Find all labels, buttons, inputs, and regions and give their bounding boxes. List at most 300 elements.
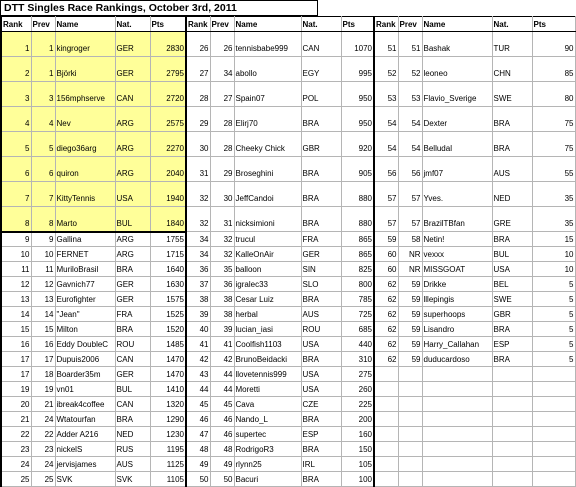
table-row	[1, 82, 575, 107]
cell-prev: 44	[210, 367, 234, 382]
cell-rank: 3	[1, 82, 31, 107]
cell-prev: 44	[210, 382, 234, 397]
header-pts: Pts	[150, 17, 186, 32]
empty-cell	[374, 442, 398, 457]
empty-cell	[422, 412, 492, 427]
cell-name: supertec	[234, 427, 301, 442]
cell-nat: USA	[301, 382, 341, 397]
header-nat: Nat.	[492, 17, 532, 32]
cell-name: 156mphserve	[55, 82, 115, 107]
cell-name: Cheeky Chick	[234, 132, 301, 157]
cell-nat: BRA	[115, 262, 150, 277]
cell-nat: GER	[115, 32, 150, 57]
cell-pts: 35	[532, 182, 575, 207]
cell-nat: BRA	[301, 107, 341, 132]
cell-pts: 105	[341, 457, 374, 472]
cell-pts: 100	[341, 472, 374, 487]
empty-cell	[532, 397, 575, 412]
cell-rank: 32	[186, 207, 210, 232]
cell-nat: GER	[115, 277, 150, 292]
cell-pts: 2040	[150, 157, 186, 182]
cell-prev: 36	[210, 277, 234, 292]
cell-nat: BEL	[492, 277, 532, 292]
cell-prev: 18	[31, 367, 55, 382]
cell-prev: 59	[398, 307, 422, 322]
cell-nat: GBR	[492, 307, 532, 322]
cell-rank: 29	[186, 107, 210, 132]
empty-cell	[532, 442, 575, 457]
empty-cell	[398, 427, 422, 442]
cell-name: llovetennis999	[234, 367, 301, 382]
cell-pts: 865	[341, 247, 374, 262]
empty-cell	[532, 472, 575, 487]
cell-nat: CAN	[115, 352, 150, 367]
cell-pts: 310	[341, 352, 374, 367]
table-row	[1, 107, 575, 132]
cell-name: KittyTennis	[55, 182, 115, 207]
table-row	[1, 182, 575, 207]
cell-name: BrunoBeidacki	[234, 352, 301, 367]
cell-nat: TUR	[492, 32, 532, 57]
empty-cell	[492, 412, 532, 427]
cell-nat: GER	[115, 292, 150, 307]
cell-name: vn01	[55, 382, 115, 397]
cell-prev: 3	[31, 82, 55, 107]
cell-nat: ARG	[115, 232, 150, 247]
cell-pts: 1575	[150, 292, 186, 307]
cell-name: herbal	[234, 307, 301, 322]
cell-name: Spain07	[234, 82, 301, 107]
cell-prev: 24	[31, 412, 55, 427]
cell-rank: 34	[186, 232, 210, 247]
cell-pts: 1640	[150, 262, 186, 277]
table-row	[1, 277, 575, 292]
cell-prev: 59	[398, 322, 422, 337]
cell-nat: AUS	[301, 307, 341, 322]
header-nat: Nat.	[301, 17, 341, 32]
cell-rank: 45	[186, 397, 210, 412]
cell-nat: BRA	[301, 352, 341, 367]
cell-prev: 41	[210, 337, 234, 352]
cell-name: abollo	[234, 57, 301, 82]
cell-pts: 1715	[150, 247, 186, 262]
cell-name: Bacuri	[234, 472, 301, 487]
empty-cell	[398, 457, 422, 472]
cell-pts: 1230	[150, 427, 186, 442]
cell-nat: AUS	[492, 157, 532, 182]
cell-nat: NED	[115, 427, 150, 442]
cell-prev: 27	[210, 82, 234, 107]
cell-nat: BRA	[115, 412, 150, 427]
cell-nat: ROU	[115, 337, 150, 352]
cell-pts: 75	[532, 107, 575, 132]
cell-nat: FRA	[301, 232, 341, 247]
empty-cell	[422, 457, 492, 472]
cell-prev: 7	[31, 182, 55, 207]
cell-pts: 200	[341, 412, 374, 427]
cell-rank: 31	[186, 157, 210, 182]
cell-rank: 54	[374, 107, 398, 132]
cell-pts: 2270	[150, 132, 186, 157]
cell-name: quiron	[55, 157, 115, 182]
cell-name: Dupuis2006	[55, 352, 115, 367]
table-row	[1, 132, 575, 157]
cell-nat: BRA	[492, 132, 532, 157]
cell-nat: BRA	[115, 322, 150, 337]
cell-rank: 17	[1, 352, 31, 367]
cell-rank: 22	[1, 427, 31, 442]
cell-pts: 1070	[341, 32, 374, 57]
cell-rank: 39	[186, 307, 210, 322]
cell-rank: 44	[186, 382, 210, 397]
cell-nat: BRA	[301, 292, 341, 307]
table-row	[1, 352, 575, 367]
cell-prev: 29	[210, 157, 234, 182]
cell-pts: 2720	[150, 82, 186, 107]
cell-prev: 12	[31, 277, 55, 292]
empty-cell	[532, 367, 575, 382]
cell-rank: 62	[374, 307, 398, 322]
empty-cell	[374, 427, 398, 442]
cell-prev: 11	[31, 262, 55, 277]
cell-prev: 46	[210, 412, 234, 427]
cell-name: Cesar Luiz	[234, 292, 301, 307]
table-row	[1, 32, 575, 57]
cell-pts: 2575	[150, 107, 186, 132]
cell-prev: 8	[31, 207, 55, 232]
cell-nat: ESP	[301, 427, 341, 442]
cell-prev: 38	[210, 307, 234, 322]
empty-cell	[532, 457, 575, 472]
empty-cell	[374, 367, 398, 382]
cell-rank: 48	[186, 442, 210, 457]
table-row	[1, 427, 575, 442]
cell-rank: 60	[374, 247, 398, 262]
cell-nat: BUL	[115, 382, 150, 397]
cell-nat: ARG	[115, 132, 150, 157]
cell-prev: 22	[31, 427, 55, 442]
cell-pts: 1630	[150, 277, 186, 292]
cell-pts: 15	[532, 232, 575, 247]
cell-pts: 225	[341, 397, 374, 412]
header-prev: Prev	[210, 17, 234, 32]
cell-pts: 685	[341, 322, 374, 337]
cell-rank: 34	[186, 247, 210, 262]
cell-nat: USA	[492, 262, 532, 277]
cell-prev: 46	[210, 427, 234, 442]
cell-rank: 54	[374, 132, 398, 157]
cell-rank: 43	[186, 367, 210, 382]
empty-cell	[422, 472, 492, 487]
cell-prev: 59	[398, 337, 422, 352]
cell-prev: 59	[398, 352, 422, 367]
cell-nat: BRA	[301, 207, 341, 232]
cell-prev: 5	[31, 132, 55, 157]
cell-pts: 5	[532, 307, 575, 322]
cell-prev: 56	[398, 157, 422, 182]
cell-name: Björki	[55, 57, 115, 82]
table-body	[1, 32, 575, 487]
cell-nat: CAN	[301, 32, 341, 57]
cell-pts: 880	[341, 182, 374, 207]
cell-prev: 58	[398, 232, 422, 247]
cell-pts: 260	[341, 382, 374, 397]
cell-rank: 52	[374, 57, 398, 82]
cell-name: jervisjames	[55, 457, 115, 472]
cell-rank: 41	[186, 337, 210, 352]
empty-cell	[532, 412, 575, 427]
cell-name: jmf07	[422, 157, 492, 182]
empty-cell	[422, 382, 492, 397]
cell-name: lucian_iasi	[234, 322, 301, 337]
cell-rank: 62	[374, 352, 398, 367]
cell-name: Boarder35m	[55, 367, 115, 382]
cell-pts: 800	[341, 277, 374, 292]
cell-prev: 19	[31, 382, 55, 397]
cell-prev: 21	[31, 397, 55, 412]
cell-nat: GER	[115, 367, 150, 382]
cell-rank: 16	[1, 337, 31, 352]
cell-nat: SWE	[492, 82, 532, 107]
table-row	[1, 292, 575, 307]
table-row	[1, 232, 575, 247]
cell-pts: 10	[532, 247, 575, 262]
cell-pts: 2795	[150, 57, 186, 82]
empty-cell	[532, 382, 575, 397]
cell-nat: SWE	[492, 292, 532, 307]
cell-nat: CHN	[492, 57, 532, 82]
cell-rank: 11	[1, 262, 31, 277]
cell-rank: 62	[374, 337, 398, 352]
cell-prev: 16	[31, 337, 55, 352]
empty-cell	[422, 442, 492, 457]
cell-rank: 62	[374, 292, 398, 307]
cell-rank: 62	[374, 277, 398, 292]
cell-name: Wtatourfan	[55, 412, 115, 427]
cell-name: Bashak	[422, 32, 492, 57]
cell-rank: 57	[374, 207, 398, 232]
cell-prev: 30	[210, 182, 234, 207]
cell-pts: 1410	[150, 382, 186, 397]
cell-rank: 8	[1, 207, 31, 232]
cell-rank: 37	[186, 277, 210, 292]
cell-rank: 7	[1, 182, 31, 207]
cell-rank: 5	[1, 132, 31, 157]
cell-name: Harry_Callahan	[422, 337, 492, 352]
cell-rank: 32	[186, 182, 210, 207]
cell-name: Marto	[55, 207, 115, 232]
cell-pts: 880	[341, 207, 374, 232]
header-prev: Prev	[31, 17, 55, 32]
cell-nat: SVK	[115, 472, 150, 487]
cell-prev: 59	[398, 277, 422, 292]
cell-pts: 950	[341, 82, 374, 107]
cell-prev: 57	[398, 207, 422, 232]
cell-rank: 10	[1, 247, 31, 262]
cell-rank: 21	[1, 412, 31, 427]
cell-pts: 950	[341, 107, 374, 132]
cell-pts: 5	[532, 292, 575, 307]
cell-nat: BRA	[492, 352, 532, 367]
cell-name: Gallina	[55, 232, 115, 247]
cell-pts: 5	[532, 352, 575, 367]
cell-nat: GER	[301, 247, 341, 262]
cell-rank: 19	[1, 382, 31, 397]
cell-nat: USA	[301, 337, 341, 352]
table-row	[1, 262, 575, 277]
cell-pts: 80	[532, 82, 575, 107]
cell-nat: GER	[115, 57, 150, 82]
empty-cell	[374, 412, 398, 427]
table-row	[1, 247, 575, 262]
header-row	[1, 17, 575, 32]
cell-nat: USA	[115, 182, 150, 207]
cell-name: "Jean"	[55, 307, 115, 322]
cell-prev: 59	[398, 292, 422, 307]
cell-name: Drikke	[422, 277, 492, 292]
header-pts: Pts	[341, 17, 374, 32]
cell-name: duducardoso	[422, 352, 492, 367]
cell-name: KalleOnAir	[234, 247, 301, 262]
cell-name: Moretti	[234, 382, 301, 397]
cell-nat: SIN	[301, 262, 341, 277]
cell-name: kingroger	[55, 32, 115, 57]
cell-rank: 17	[1, 367, 31, 382]
cell-pts: 995	[341, 57, 374, 82]
cell-rank: 27	[186, 57, 210, 82]
cell-prev: 15	[31, 322, 55, 337]
cell-nat: BRA	[301, 412, 341, 427]
cell-name: nickelS	[55, 442, 115, 457]
cell-name: Belludal	[422, 132, 492, 157]
cell-pts: 1290	[150, 412, 186, 427]
cell-name: Nev	[55, 107, 115, 132]
cell-rank: 47	[186, 427, 210, 442]
cell-name: Nando_L	[234, 412, 301, 427]
cell-pts: 785	[341, 292, 374, 307]
cell-prev: 39	[210, 322, 234, 337]
empty-cell	[374, 397, 398, 412]
cell-name: Dexter	[422, 107, 492, 132]
cell-pts: 160	[341, 427, 374, 442]
cell-prev: 1	[31, 57, 55, 82]
cell-nat: FRA	[115, 307, 150, 322]
cell-pts: 920	[341, 132, 374, 157]
empty-cell	[492, 427, 532, 442]
cell-nat: POL	[301, 82, 341, 107]
table-row	[1, 397, 575, 412]
cell-rank: 36	[186, 262, 210, 277]
cell-pts: 90	[532, 32, 575, 57]
cell-rank: 59	[374, 232, 398, 247]
cell-rank: 46	[186, 412, 210, 427]
cell-prev: NR	[398, 262, 422, 277]
cell-name: JeffCandoi	[234, 182, 301, 207]
cell-name: FERNET	[55, 247, 115, 262]
table-row	[1, 457, 575, 472]
cell-prev: 25	[31, 472, 55, 487]
cell-rank: 14	[1, 307, 31, 322]
cell-prev: 52	[398, 57, 422, 82]
cell-nat: ARG	[115, 157, 150, 182]
cell-nat: ROU	[301, 322, 341, 337]
sheet-title: DTT Singles Race Rankings, October 3rd, 2011	[0, 0, 318, 16]
cell-prev: 50	[210, 472, 234, 487]
cell-prev: 49	[210, 457, 234, 472]
empty-cell	[492, 457, 532, 472]
cell-pts: 1125	[150, 457, 186, 472]
cell-pts: 1840	[150, 207, 186, 232]
cell-name: Gavnich77	[55, 277, 115, 292]
cell-name: Coolfish1103	[234, 337, 301, 352]
table-row	[1, 337, 575, 352]
cell-pts: 1940	[150, 182, 186, 207]
empty-cell	[532, 427, 575, 442]
cell-prev: 54	[398, 132, 422, 157]
cell-name: Yves.	[422, 182, 492, 207]
cell-pts: 75	[532, 132, 575, 157]
table-row	[1, 472, 575, 487]
cell-name: Broseghini	[234, 157, 301, 182]
cell-nat: IRL	[301, 457, 341, 472]
cell-nat: GRE	[492, 207, 532, 232]
table-row	[1, 412, 575, 427]
cell-name: lllepingis	[422, 292, 492, 307]
cell-nat: GBR	[301, 132, 341, 157]
cell-pts: 725	[341, 307, 374, 322]
cell-prev: 9	[31, 232, 55, 247]
cell-nat: BRA	[301, 182, 341, 207]
cell-nat: BUL	[115, 207, 150, 232]
cell-name: nicksimioni	[234, 207, 301, 232]
cell-prev: 17	[31, 352, 55, 367]
table-row	[1, 57, 575, 82]
cell-pts: 1195	[150, 442, 186, 457]
empty-cell	[374, 382, 398, 397]
cell-pts: 150	[341, 442, 374, 457]
cell-rank: 50	[186, 472, 210, 487]
cell-name: MuriloBrasil	[55, 262, 115, 277]
cell-name: leoneo	[422, 57, 492, 82]
header-rank: Rank	[186, 17, 210, 32]
cell-nat: BUL	[492, 247, 532, 262]
cell-name: Adder A216	[55, 427, 115, 442]
empty-cell	[492, 382, 532, 397]
cell-rank: 38	[186, 292, 210, 307]
cell-name: Flavio_Sverige	[422, 82, 492, 107]
cell-prev: 54	[398, 107, 422, 132]
cell-nat: BRA	[301, 472, 341, 487]
cell-prev: 24	[31, 457, 55, 472]
cell-prev: 53	[398, 82, 422, 107]
cell-prev: 26	[210, 32, 234, 57]
cell-rank: 28	[186, 82, 210, 107]
cell-rank: 23	[1, 442, 31, 457]
cell-rank: 24	[1, 457, 31, 472]
cell-name: Milton	[55, 322, 115, 337]
cell-pts: 10	[532, 262, 575, 277]
cell-name: ibreak4coffee	[55, 397, 115, 412]
cell-rank: 42	[186, 352, 210, 367]
cell-rank: 2	[1, 57, 31, 82]
empty-cell	[422, 367, 492, 382]
cell-pts: 1470	[150, 352, 186, 367]
header-pts: Pts	[532, 17, 575, 32]
cell-nat: CAN	[115, 397, 150, 412]
header-prev: Prev	[398, 17, 422, 32]
cell-pts: 1470	[150, 367, 186, 382]
cell-prev: 4	[31, 107, 55, 132]
